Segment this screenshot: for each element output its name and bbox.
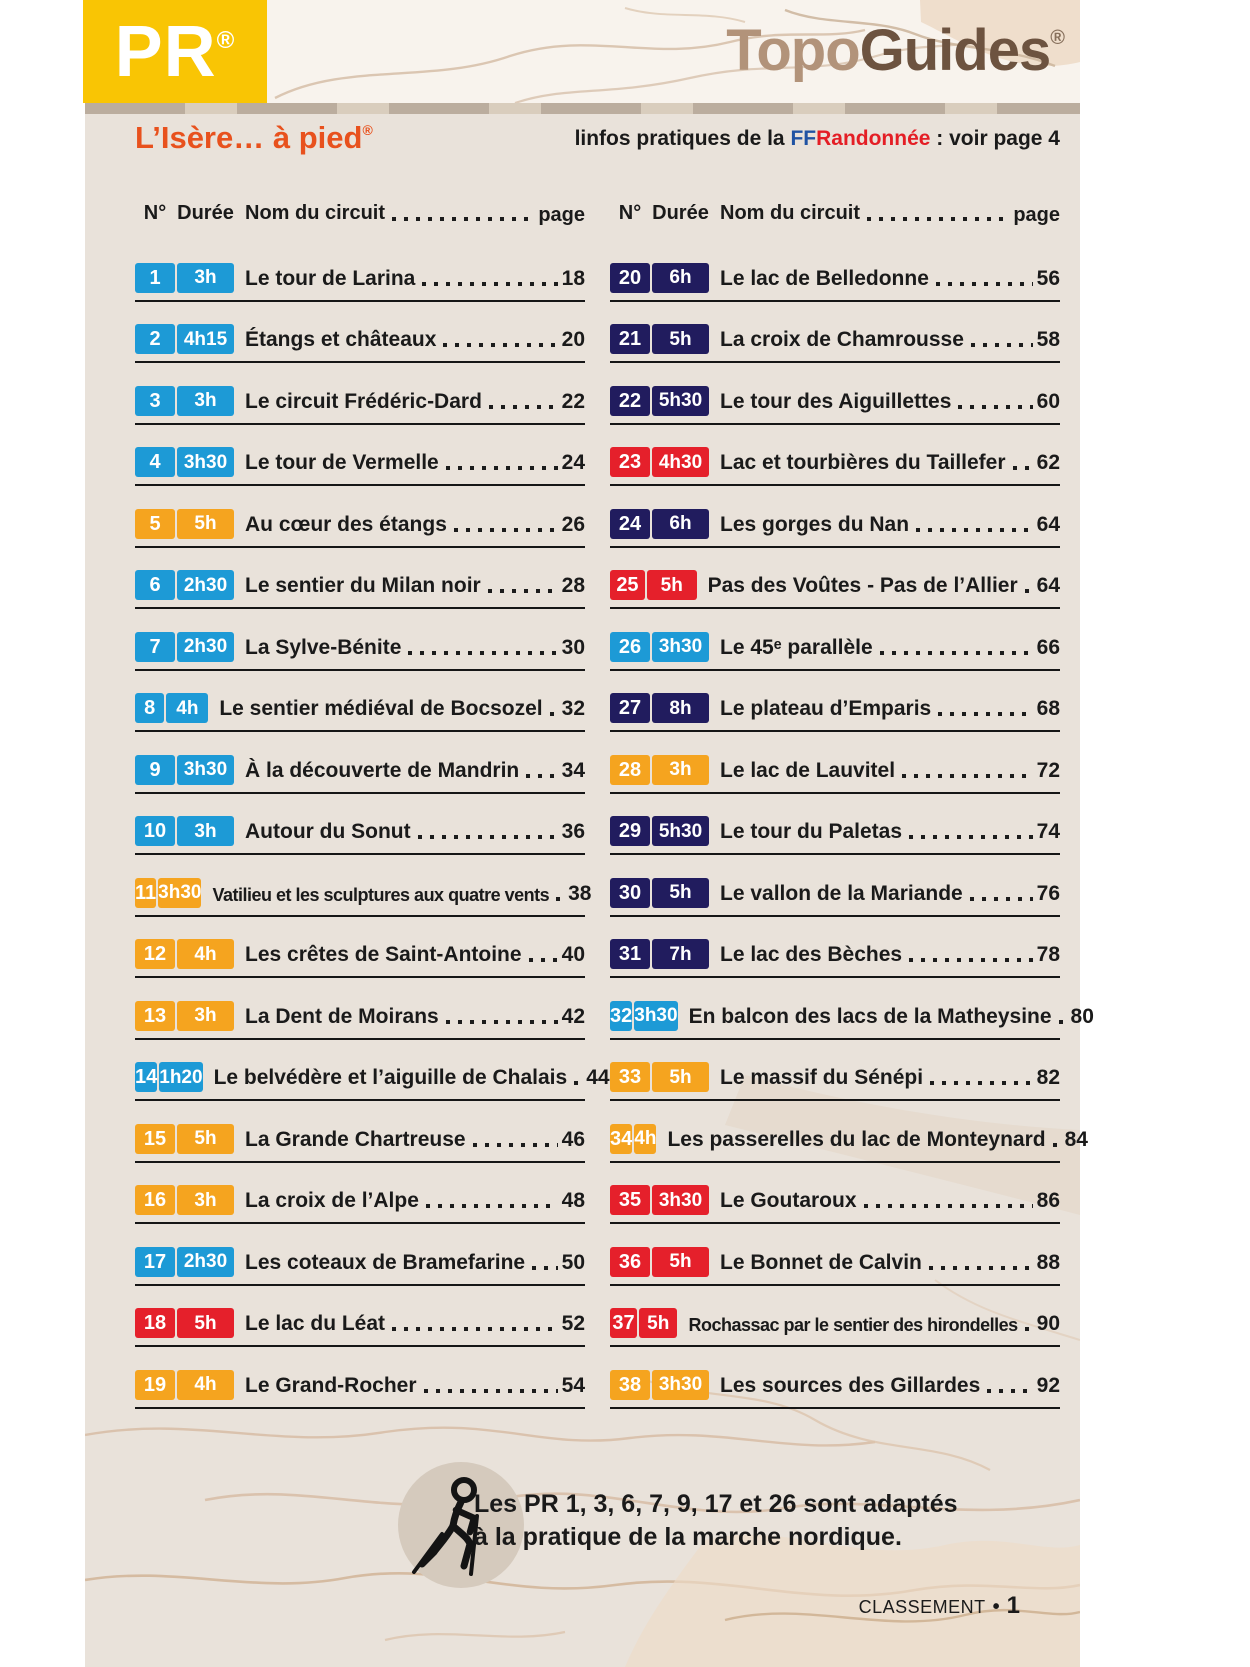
circuit-number-badge: 31 (610, 939, 650, 969)
table-row (610, 1224, 1060, 1286)
page-number: 34 (561, 758, 585, 782)
table-row (610, 548, 1060, 610)
circuit-name: La Sylve-Bénite (245, 635, 402, 659)
page-number: 58 (1036, 328, 1060, 351)
duration-badge: 4h (166, 693, 208, 723)
note-line-2: à la pratique de la marche nordique. (474, 1523, 902, 1551)
duration-badge: 5h (652, 1062, 709, 1092)
dotted-leader (422, 282, 557, 286)
dotted-leader (1013, 466, 1033, 470)
duration-badge: 4h (177, 1370, 234, 1400)
dotted-leader (987, 1389, 1032, 1393)
circuit-name: Le lac de Lauvitel (720, 758, 896, 782)
topoguides-logo-topo: Topo (726, 18, 860, 83)
ffrandonnee-ff: FF (790, 127, 817, 150)
duration-badge: 4h (177, 939, 234, 969)
circuit-number-badge: 21 (610, 324, 650, 354)
circuit-number-badge: 32 (610, 1001, 632, 1031)
table-row (610, 671, 1060, 733)
page-number: 78 (1036, 943, 1060, 966)
table-row (135, 671, 585, 733)
circuit-number-badge: 8 (135, 693, 164, 723)
topoguides-logo (560, 18, 1065, 83)
duration-badge: 5h (652, 878, 709, 908)
topoguides-logo-guides: Guides (859, 18, 1051, 83)
duration-badge: 5h (177, 509, 234, 539)
circuit-number-badge: 15 (135, 1124, 175, 1154)
page-number: 92 (1036, 1373, 1060, 1397)
circuit-name: Lac et tourbières du Taillefer (720, 451, 1006, 474)
dotted-leader (418, 835, 558, 839)
title-registered-mark: ® (362, 122, 373, 138)
page-number: 48 (561, 1189, 585, 1212)
circuit-name: Le tour de Larina (245, 266, 416, 290)
circuit-name: Le plateau d’Emparis (720, 697, 932, 720)
dotted-leader (938, 712, 1032, 716)
circuit-number-badge: 24 (610, 509, 650, 539)
table-row (135, 917, 585, 979)
table-row (135, 240, 585, 302)
circuit-name: Le tour du Paletas (720, 820, 903, 843)
dotted-leader (930, 1081, 1033, 1085)
page-number: 84 (1064, 1127, 1088, 1151)
circuit-name: Le Goutaroux (720, 1189, 857, 1212)
circuit-list-right (610, 240, 1094, 1409)
page-number: 20 (561, 328, 585, 351)
duration-badge: 3h (177, 816, 234, 846)
page-number: 66 (1036, 635, 1060, 659)
dotted-leader (916, 528, 1033, 532)
circuit-list-left (135, 240, 610, 1409)
circuit-number-badge: 33 (610, 1062, 650, 1092)
duration-badge: 1h20 (159, 1062, 202, 1092)
circuit-name: Rochassac par le sentier des hirondelles (688, 1315, 1018, 1335)
dotted-leader (574, 1081, 582, 1085)
topoguides-registered-mark: ® (1050, 27, 1065, 49)
page-number: 44 (586, 1066, 610, 1089)
dotted-leader (971, 343, 1033, 347)
circuit-name: Le 45ᵉ parallèle (720, 635, 873, 659)
circuit-number-badge: 6 (135, 570, 175, 600)
header-duration: Durée (652, 202, 709, 224)
page-number: 24 (561, 451, 585, 474)
dotted-leader (489, 405, 558, 409)
dotted-leader (454, 528, 558, 532)
table-row (610, 855, 1060, 917)
ffrandonnee-randonnee: Randonnée (816, 127, 931, 150)
header-page: page (1013, 204, 1060, 226)
page-number: 42 (561, 1004, 585, 1028)
pr-logo (83, 0, 267, 103)
dotted-leader (970, 897, 1033, 901)
header-num: N° (143, 202, 167, 224)
dotted-leader (532, 1266, 558, 1270)
circuit-name: Le lac du Léat (245, 1312, 386, 1335)
column-header-left (135, 199, 585, 225)
page-number: 32 (561, 697, 585, 720)
circuit-number-badge: 34 (610, 1124, 632, 1154)
table-row (135, 486, 585, 548)
circuit-name: Le Bonnet de Calvin (720, 1250, 922, 1274)
circuit-number-badge: 20 (610, 263, 650, 293)
table-row (135, 609, 585, 671)
circuit-number-badge: 26 (610, 632, 650, 662)
duration-badge: 5h30 (652, 816, 709, 846)
circuit-name: Le tour des Aiguillettes (720, 389, 952, 413)
header-circuit-name: Nom du circuit (245, 202, 386, 224)
table-row (610, 363, 1060, 425)
circuit-number-badge: 10 (135, 816, 175, 846)
dotted-leader (473, 1143, 558, 1147)
dotted-leader (426, 1204, 558, 1208)
duration-badge: 3h30 (158, 878, 201, 908)
circuit-name: Au cœur des étangs (245, 512, 447, 536)
page-number: 40 (561, 943, 585, 966)
duration-badge: 7h (652, 939, 709, 969)
circuit-name: Pas des Voûtes - Pas de l’Allier (707, 574, 1018, 597)
dotted-leader (392, 1327, 558, 1331)
circuit-number-badge: 35 (610, 1185, 650, 1215)
page-number: 82 (1036, 1066, 1060, 1089)
dotted-leader (526, 774, 557, 778)
page-number: 68 (1036, 697, 1060, 720)
duration-badge: 5h (177, 1124, 234, 1154)
dotted-leader (936, 282, 1033, 286)
page-number: 30 (561, 635, 585, 659)
table-row (135, 1040, 610, 1102)
circuit-number-badge: 37 (610, 1308, 637, 1338)
circuit-name: Le lac de Belledonne (720, 266, 929, 290)
table-row (610, 240, 1060, 302)
dotted-leader (392, 217, 534, 221)
column-header-right (610, 199, 1060, 225)
duration-badge: 4h15 (177, 324, 234, 354)
dotted-leader (880, 651, 1033, 655)
duration-badge: 3h30 (177, 447, 234, 477)
page-number: 72 (1036, 758, 1060, 782)
table-row (135, 855, 592, 917)
page-number: 50 (561, 1250, 585, 1274)
duration-badge: 5h30 (652, 386, 709, 416)
page-number: 74 (1036, 820, 1060, 843)
dotted-leader (446, 1020, 558, 1024)
page-number: 36 (561, 820, 585, 843)
duration-badge: 2h30 (177, 570, 234, 600)
duration-badge: 5h (639, 1308, 677, 1338)
pr-logo-text: PR® (114, 11, 236, 92)
dotted-leader (488, 589, 558, 593)
table-row (610, 917, 1060, 979)
page-number: 80 (1070, 1004, 1094, 1028)
table-row (135, 1286, 585, 1348)
info-prefix: linfos pratiques de la (574, 127, 791, 150)
page-number: 90 (1036, 1312, 1060, 1335)
circuit-number-badge: 3 (135, 386, 175, 416)
footer-section-label: CLASSEMENT (858, 1597, 986, 1617)
circuit-number-badge: 9 (135, 755, 175, 785)
page-number: 64 (1036, 574, 1060, 597)
page-number: 46 (561, 1127, 585, 1151)
dotted-leader (902, 774, 1033, 778)
dotted-leader (958, 405, 1032, 409)
circuit-number-badge: 12 (135, 939, 175, 969)
dotted-leader (556, 897, 564, 901)
circuit-name: Les passerelles du lac de Monteynard (667, 1127, 1046, 1151)
table-row (135, 978, 585, 1040)
duration-badge: 2h30 (177, 632, 234, 662)
circuit-name: La Grande Chartreuse (245, 1127, 466, 1151)
circuit-name: Le tour de Vermelle (245, 451, 439, 474)
table-row (610, 486, 1060, 548)
nordic-walking-note (474, 1488, 958, 1554)
table-row (135, 302, 585, 364)
circuit-name: Le circuit Frédéric-Dard (245, 389, 482, 413)
table-row (135, 732, 585, 794)
dotted-leader (443, 343, 557, 347)
dotted-leader (424, 1389, 558, 1393)
duration-badge: 3h30 (634, 1001, 677, 1031)
dotted-leader (550, 712, 558, 716)
duration-badge: 3h30 (652, 1370, 709, 1400)
table-row (610, 425, 1060, 487)
circuit-number-badge: 28 (610, 755, 650, 785)
page-number: 86 (1036, 1189, 1060, 1212)
circuit-name: En balcon des lacs de la Matheysine (688, 1004, 1052, 1028)
circuit-number-badge: 17 (135, 1247, 175, 1277)
duration-badge: 6h (652, 509, 709, 539)
table-row (610, 302, 1060, 364)
page-number: 88 (1036, 1250, 1060, 1274)
page-number: 54 (561, 1373, 585, 1397)
page-number: 64 (1036, 512, 1060, 536)
circuit-name: La croix de l’Alpe (245, 1189, 419, 1212)
duration-badge: 3h (177, 263, 234, 293)
duration-badge: 3h (177, 1185, 234, 1215)
circuit-number-badge: 5 (135, 509, 175, 539)
circuit-number-badge: 4 (135, 447, 175, 477)
dotted-leader (864, 1204, 1033, 1208)
table-row (135, 363, 585, 425)
info-suffix: : voir page 4 (930, 127, 1060, 150)
circuit-number-badge: 19 (135, 1370, 175, 1400)
circuit-number-badge: 7 (135, 632, 175, 662)
circuit-name: Le sentier médiéval de Bocsozel (219, 697, 543, 720)
table-row (610, 1286, 1060, 1348)
note-line-1: Les PR 1, 3, 6, 7, 9, 17 et 26 sont adaptés (474, 1490, 958, 1518)
page-footer (859, 1592, 1020, 1620)
table-row (135, 794, 585, 856)
dotted-leader (529, 958, 558, 962)
page-number: 62 (1036, 451, 1060, 474)
duration-badge: 3h30 (652, 632, 709, 662)
circuit-name: Le lac des Bèches (720, 943, 903, 966)
table-row (135, 1163, 585, 1225)
circuit-name: Les coteaux de Bramefarine (245, 1250, 526, 1274)
table-row (135, 1101, 585, 1163)
table-row (135, 425, 585, 487)
dotted-leader (408, 651, 557, 655)
circuit-name: Étangs et châteaux (245, 328, 437, 351)
circuit-number-badge: 18 (135, 1308, 175, 1338)
circuit-number-badge: 1 (135, 263, 175, 293)
duration-badge: 3h (177, 386, 234, 416)
page-number: 38 (568, 881, 592, 905)
table-row (610, 1040, 1060, 1102)
circuit-number-badge: 27 (610, 693, 650, 723)
circuit-name: À la découverte de Mandrin (245, 758, 520, 782)
footer-page-number: 1 (1006, 1592, 1020, 1619)
page-number: 28 (561, 574, 585, 597)
table-row (135, 548, 585, 610)
table-row (610, 609, 1060, 671)
header-circuit-name: Nom du circuit (720, 202, 861, 224)
circuit-name: La croix de Chamrousse (720, 328, 964, 351)
table-row (610, 978, 1094, 1040)
table-row (610, 732, 1060, 794)
header-page: page (538, 204, 585, 226)
footer-bullet: • (992, 1596, 1000, 1618)
duration-badge: 3h (177, 1001, 234, 1031)
circuit-number-badge: 25 (610, 570, 645, 600)
circuit-number-badge: 22 (610, 386, 650, 416)
table-row (610, 1347, 1060, 1409)
page-number: 56 (1036, 266, 1060, 290)
circuit-name: Vatilieu et les sculptures aux quatre vents (212, 884, 550, 905)
duration-badge: 4h (634, 1124, 656, 1154)
table-row (135, 1347, 585, 1409)
circuit-name: Les gorges du Nan (720, 512, 910, 536)
duration-badge: 3h30 (652, 1185, 709, 1215)
circuit-number-badge: 30 (610, 878, 650, 908)
circuit-number-badge: 11 (135, 878, 156, 908)
page-number: 60 (1036, 389, 1060, 413)
dotted-leader (1053, 1143, 1061, 1147)
circuit-name: Le vallon de la Mariande (720, 881, 963, 905)
circuit-number-badge: 29 (610, 816, 650, 846)
dotted-leader (1059, 1020, 1067, 1024)
header-duration: Durée (177, 202, 234, 224)
duration-badge: 5h (652, 324, 709, 354)
duration-badge: 5h (652, 1247, 709, 1277)
dotted-leader (1025, 1327, 1033, 1331)
duration-badge: 4h30 (652, 447, 709, 477)
duration-badge: 2h30 (177, 1247, 234, 1277)
circuit-number-badge: 16 (135, 1185, 175, 1215)
circuit-name: Le massif du Sénépi (720, 1066, 924, 1089)
table-row (610, 794, 1060, 856)
practical-info-line (520, 127, 1060, 151)
circuit-number-badge: 36 (610, 1247, 650, 1277)
dotted-leader (867, 217, 1009, 221)
page-number: 76 (1036, 881, 1060, 905)
circuit-number-badge: 2 (135, 324, 175, 354)
dotted-leader (909, 958, 1033, 962)
header-num: N° (618, 202, 642, 224)
duration-badge: 5h (647, 570, 697, 600)
circuit-number-badge: 38 (610, 1370, 650, 1400)
page-number: 26 (561, 512, 585, 536)
duration-badge: 5h (177, 1308, 234, 1338)
circuit-name: Autour du Sonut (245, 820, 411, 843)
pr-registered-mark: ® (216, 26, 236, 54)
duration-badge: 8h (652, 693, 709, 723)
circuit-name: Les sources des Gillardes (720, 1373, 981, 1397)
duration-badge: 3h30 (177, 755, 234, 785)
table-row (135, 1224, 585, 1286)
duration-badge: 3h (652, 755, 709, 785)
circuit-number-badge: 13 (135, 1001, 175, 1031)
dotted-leader (909, 835, 1033, 839)
circuit-name: Les crêtes de Saint-Antoine (245, 943, 522, 966)
dotted-leader (929, 1266, 1033, 1270)
circuit-number-badge: 14 (135, 1062, 157, 1092)
table-row (610, 1101, 1088, 1163)
dotted-leader (1025, 589, 1033, 593)
circuit-name: La Dent de Moirans (245, 1004, 439, 1028)
circuit-name: Le sentier du Milan noir (245, 574, 481, 597)
page-number: 22 (561, 389, 585, 413)
table-row (610, 1163, 1060, 1225)
circuit-name: Le belvédère et l’aiguille de Chalais (213, 1066, 568, 1089)
dotted-leader (446, 466, 558, 470)
page-number: 52 (561, 1312, 585, 1335)
page-title: L’Isère… à pied® (135, 120, 373, 155)
circuit-name: Le Grand-Rocher (245, 1373, 417, 1397)
circuit-number-badge: 23 (610, 447, 650, 477)
duration-badge: 6h (652, 263, 709, 293)
dashed-divider-bar (85, 103, 1080, 114)
page-number: 18 (561, 266, 585, 290)
